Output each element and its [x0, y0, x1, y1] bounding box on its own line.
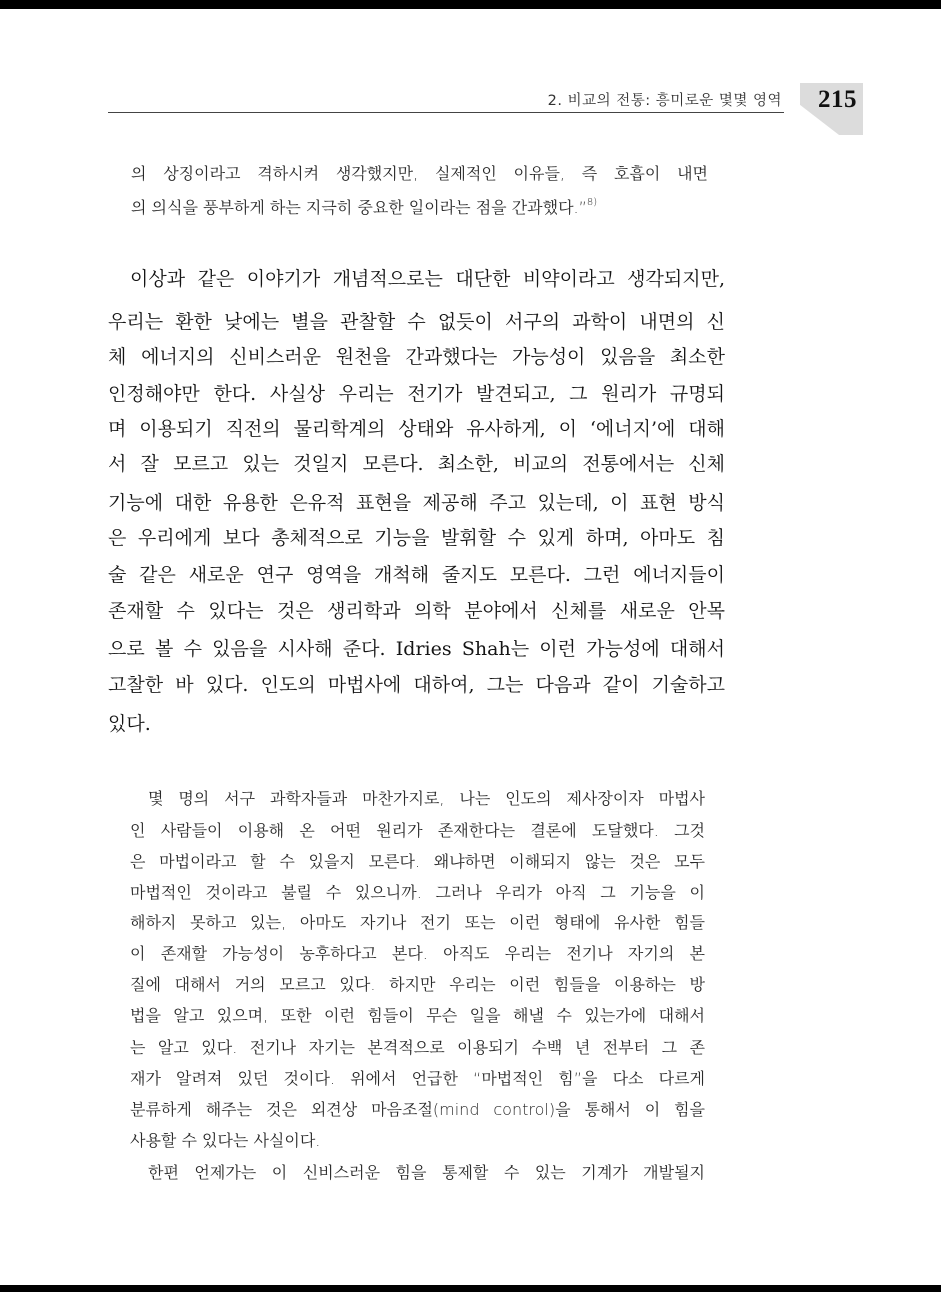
top-border [0, 0, 941, 9]
body-line: 이상과 같은 이야기가 개념적으로는 대단한 비약이라고 생각되지만, [130, 268, 725, 290]
quote-line: 해하지 못하고 있는, 아마도 자기나 전기 또는 이런 형태에 유사한 힘들 [130, 913, 705, 932]
quote-line: 의 상징이라고 격하시켜 생각했지만, 실제적인 이유들, 즉 호흡이 내면 [131, 164, 708, 183]
body-line: 으로 볼 수 있음을 시사해 준다. Idries Shah는 이런 가능성에 대해서 [108, 638, 725, 660]
bottom-border [0, 1285, 941, 1292]
quote-line: 는 알고 있다. 전기나 자기는 본격적으로 이용되기 수백 년 전부터 그 존 [130, 1038, 705, 1057]
quote-line: 인 사람들이 이용해 온 어떤 원리가 존재한다는 결론에 도달했다. 그것 [130, 821, 705, 840]
body-line: 우리는 환한 낮에는 별을 관찰할 수 없듯이 서구의 과학이 내면의 신 [108, 311, 725, 333]
quote-line: 한편 언제가는 이 신비스러운 힘을 통제할 수 있는 기계가 개발될지 [148, 1163, 705, 1182]
quote-line: 재가 알려져 있던 것이다. 위에서 언급한 “마법적인 힘”을 다소 다르게 [130, 1069, 705, 1088]
body-line: 체 에너지의 신비스러운 원천을 간과했다는 가능성이 있음을 최소한 [108, 346, 725, 368]
quote-line [131, 195, 597, 218]
page-header [108, 86, 784, 113]
quote-line: 질에 대해서 거의 모르고 있다. 하지만 우리는 이런 힘들을 이용하는 방 [130, 975, 705, 994]
quote-line: 마법적인 것이라고 불릴 수 있으니까. 그러나 우리가 아직 그 기능을 이 [130, 883, 705, 902]
body-line: 은 우리에게 보다 총체적으로 기능을 발휘할 수 있게 하며, 아마도 침 [108, 527, 725, 549]
quote-line: 분류하게 해주는 것은 외견상 마음조절(mind control)을 통해서 이 힘을 [130, 1100, 705, 1119]
body-line: 있다. [108, 713, 151, 735]
body-line: 고찰한 바 있다. 인도의 마법사에 대하여, 그는 다음과 같이 기술하고 [108, 674, 725, 696]
body-line: 며 이용되기 직전의 물리학계의 상태와 유사하게, 이 ‘에너지’에 대해 [108, 418, 725, 440]
quote-line: 사용할 수 있다는 사실이다. [130, 1131, 321, 1150]
body-line: 서 잘 모르고 있는 것일지 모른다. 최소한, 비교의 전통에서는 신체 [108, 453, 725, 475]
body-line: 기능에 대한 유용한 은유적 표현을 제공해 주고 있는데, 이 표현 방식 [108, 492, 725, 514]
quote-line: 은 마법이라고 할 수 있을지 모른다. 왜냐하면 이해되지 않는 것은 모두 [130, 852, 705, 871]
quote-line: 법을 알고 있으며, 또한 이런 힘들이 무슨 일을 해낼 수 있는가에 대해서 [130, 1006, 705, 1025]
footnote-ref: 8) [586, 196, 598, 208]
quote-line: 몇 명의 서구 과학자들과 마찬가지로, 나는 인도의 제사장이자 마법사 [148, 789, 705, 808]
running-head: 2. 비교의 전통: 흥미로운 몇몇 영역 [547, 93, 782, 109]
body-line: 인정해야만 한다. 사실상 우리는 전기가 발견되고, 그 원리가 규명되 [108, 383, 725, 405]
page-number: 215 [818, 86, 857, 113]
quote-line: 이 존재할 가능성이 농후하다고 본다. 아직도 우리는 전기나 자기의 본 [130, 944, 705, 963]
body-line: 술 같은 새로운 연구 영역을 개척해 줄지도 모른다. 그런 에너지들이 [108, 564, 725, 586]
body-line: 존재할 수 있다는 것은 생리학과 의학 분야에서 신체를 새로운 안목 [108, 600, 725, 622]
quote-line-text: 의 의식을 풍부하게 하는 지극히 중요한 일이라는 점을 간과했다.” [131, 198, 587, 217]
